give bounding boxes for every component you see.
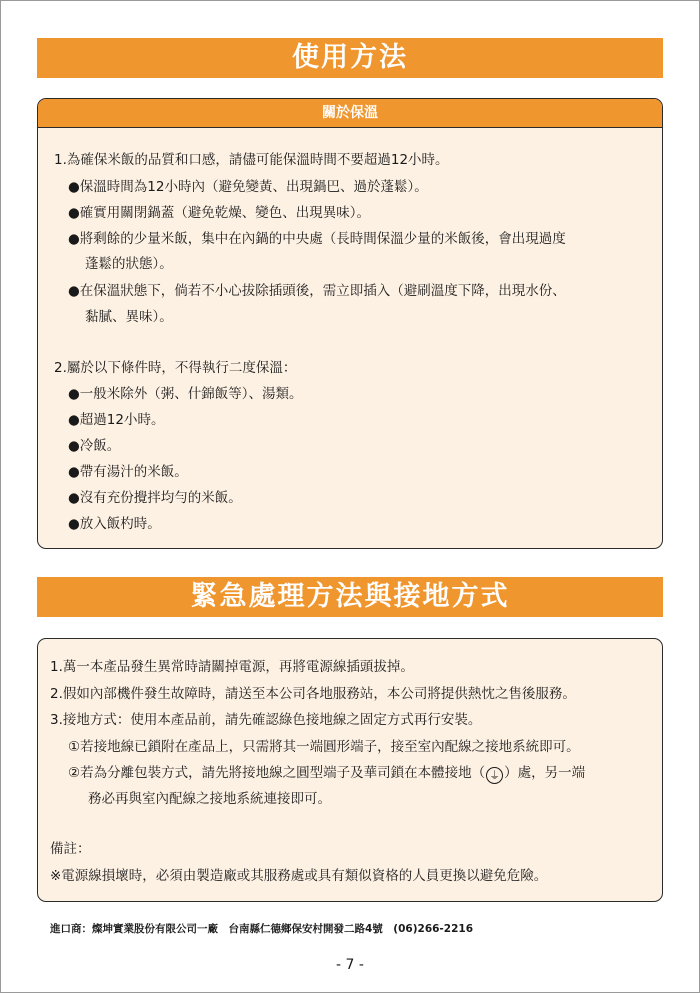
page-number: - 7 - [336, 957, 364, 973]
warm-bullet-4: ●在保溫狀態下，倘若不小心拔除插頭後，需立即插入（避刷溫度下降，出現水份、 [68, 283, 566, 299]
rewarm-bullet-6: ●放入飯杓時。 [68, 516, 161, 532]
ground-item-1: ①若接地線已鎖附在產品上，只需將其一端圓形端子，接至室內配線之接地系統即可。 [68, 739, 580, 755]
rewarm-bullet-3: ●冷飯。 [68, 438, 121, 454]
rewarm-bullet-2: ●超過12小時。 [68, 412, 165, 428]
keep-warm-box [37, 98, 663, 549]
ground-item-2 [68, 764, 585, 784]
note-text: ※電源線損壞時，必須由製造廠或其服務處或具有類似資格的人員更換以避免危險。 [50, 868, 548, 884]
emergency-item-2: 2.假如內部機件發生故障時，請送至本公司各地服務站，本公司將提供熱忱之售後服務。 [50, 686, 576, 702]
ground-item-2-cont: 務必再與室內配線之接地系統連接即可。 [88, 791, 331, 807]
warm-bullet-2: ●確實用關閉鍋蓋（避免乾燥、變色、出現異味）。 [68, 205, 371, 221]
emergency-item-3: 3.接地方式：使用本產品前，請先確認綠色接地線之固定方式再行安裝。 [50, 712, 482, 728]
rewarm-bullet-4: ●帶有湯汁的米飯。 [68, 464, 188, 480]
warm-item-1: 1.為確保米飯的品質和口感，請儘可能保溫時間不要超過12小時。 [54, 152, 449, 168]
warm-bullet-3: ●將剩餘的少量米飯，集中在內鍋的中央處（長時間保溫少量的米飯後，會出現過度 [68, 231, 566, 247]
warm-item-2: 2.屬於以下條件時，不得執行二度保溫： [54, 360, 297, 376]
ground-item-2-before: ②若為分離包裝方式，請先將接地線之圓型端子及華司鎖在本體接地（ [68, 765, 486, 781]
warm-bullet-3-cont: 蓬鬆的狀態）。 [85, 256, 173, 272]
usage-banner: 使用方法 [37, 38, 663, 78]
emergency-box [37, 638, 663, 902]
warm-bullet-1: ●保溫時間為12小時內（避免變黃、出現鍋巴、過於蓬鬆）。 [68, 179, 428, 195]
emergency-item-1: 1.萬一本產品發生異常時請關掉電源，再將電源線插頭拔掉。 [50, 659, 414, 675]
ground-item-2-after: ）處，另一端 [504, 765, 586, 781]
rewarm-bullet-5: ●沒有充份攪拌均勻的米飯。 [68, 490, 242, 506]
note-label: 備註： [50, 841, 91, 857]
warm-bullet-4-cont: 黏膩、異味）。 [85, 309, 173, 325]
emergency-banner: 緊急處理方法與接地方式 [37, 577, 663, 617]
rewarm-bullet-1: ●一般米除外（粥、什錦飯等）、湯類。 [68, 386, 303, 402]
ground-icon: ⏚ [486, 767, 503, 784]
keep-warm-header: 關於保溫 [38, 99, 662, 128]
importer-info: 進口商：燦坤實業股份有限公司一廠 台南縣仁德鄉保安村開發二路4號 (06)266-2216 [50, 923, 474, 935]
